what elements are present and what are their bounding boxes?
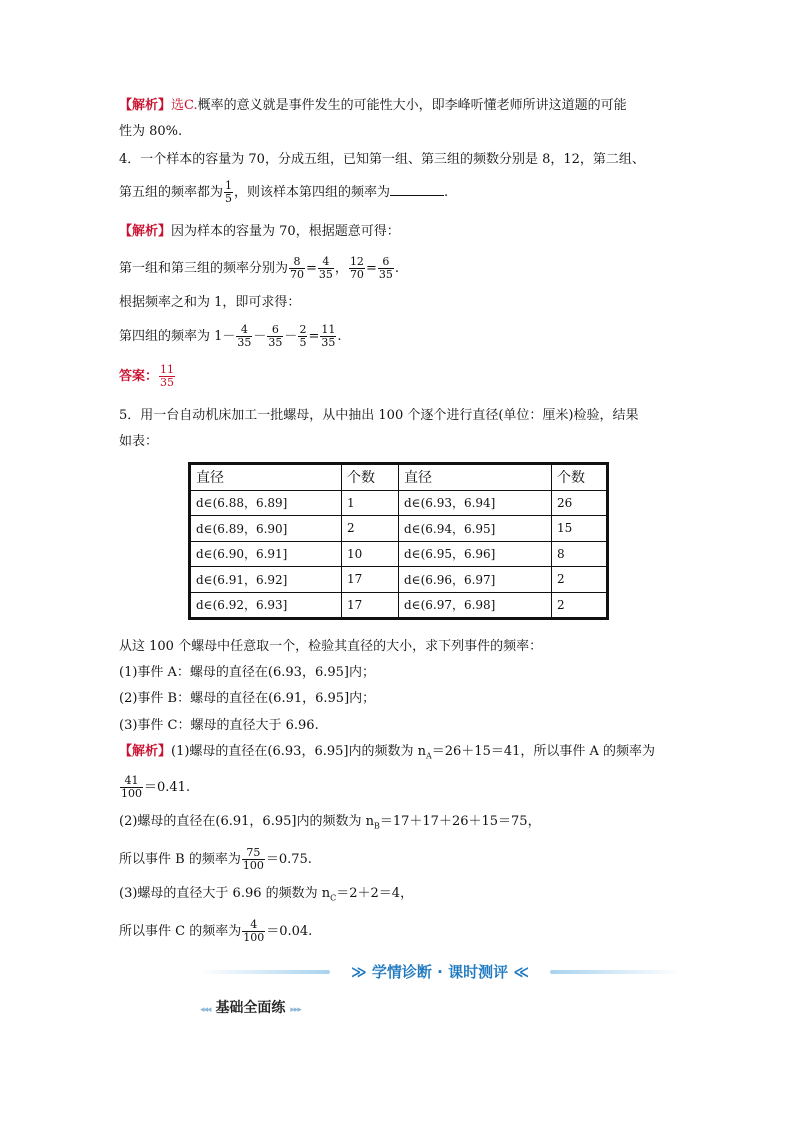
fraction: $\frac{2}{5}$ xyxy=(299,323,307,349)
decorative-arrows-icon: ▸▸▸ xyxy=(290,1005,301,1015)
q4-analysis-line1: 【解析】因为样本的容量为 70，根据题意可得： xyxy=(119,224,400,239)
table-header-cell: 直径 xyxy=(190,464,342,491)
banner-title: ≫ 学情诊断 · 课时测评 ≪ xyxy=(350,963,530,981)
q4-stem-line2: 第五组的频率都为 $\frac{1}{5}$ ，则该样本第四组的频率为 . xyxy=(119,179,449,205)
chevron-left-icon: ≪ xyxy=(513,963,530,981)
q5-question-3: (3)事件 C：螺母的直径大于 6.96. xyxy=(119,718,319,733)
table-header-cell: 直径 xyxy=(399,464,552,491)
table-header-row xyxy=(190,464,608,491)
q4-stem-line1: 4．一个样本的容量为 70，分成五组，已知第一组、第三组的频数分别是 8，12，第二组、 xyxy=(119,152,645,167)
fraction: $\frac{75}{100}$ xyxy=(242,846,264,872)
table-cell: 10 xyxy=(342,541,399,567)
table-cell: 17 xyxy=(342,592,399,619)
q3-analysis-line2: 性为 80%. xyxy=(119,124,183,139)
table-header-cell: 个数 xyxy=(552,464,608,491)
q5-solution-1-result: $\frac{41}{100}$ ＝0.41. xyxy=(121,774,191,800)
decorative-arrows-icon: ◂◂◂ xyxy=(200,1005,211,1015)
q4-analysis-line4: 第四组的频率为 1－ $\frac{4}{35}$ － $\frac{6}{35}$ － $\frac{2}{5}$ = $\frac{11}{35}$ . xyxy=(119,323,342,349)
banner-bar-left xyxy=(200,970,330,974)
q5-question-intro: 从这 100 个螺母中任意取一个，检验其直径的大小，求下列事件的频率： xyxy=(119,639,543,654)
table-cell: d∈(6.89，6.90] xyxy=(190,516,342,542)
table-cell: 2 xyxy=(342,516,399,542)
q5-stem-line2: 如表： xyxy=(119,434,159,449)
fraction: $\frac{6}{35}$ xyxy=(378,255,393,281)
fraction: $\frac{4}{35}$ xyxy=(318,255,333,281)
table-cell: d∈(6.93，6.94] xyxy=(399,490,552,516)
fraction: $\frac{12}{70}$ xyxy=(349,255,364,281)
table-cell: d∈(6.91，6.92] xyxy=(190,567,342,593)
fraction: $\frac{8}{70}$ xyxy=(290,255,305,281)
fraction: $\frac{4}{100}$ xyxy=(243,918,265,944)
q5-question-2: (2)事件 B：螺母的直径在(6.91，6.95]内； xyxy=(119,691,376,706)
table-cell: 8 xyxy=(552,541,608,567)
section-subheading: ◂◂◂ 基础全面练 ▸▸▸ xyxy=(200,1000,301,1016)
analysis-tag: 【解析】 xyxy=(119,744,172,759)
table-row xyxy=(190,541,608,567)
table-cell: d∈(6.95，6.96] xyxy=(399,541,552,567)
analysis-tag: 【解析】 xyxy=(119,224,172,239)
fraction: $\frac{11}{35}$ xyxy=(321,323,336,349)
table-cell: d∈(6.94，6.95] xyxy=(399,516,552,542)
q4-analysis-line3: 根据频率之和为 1，即可求得： xyxy=(119,295,301,310)
fraction: $\frac{41}{100}$ xyxy=(121,774,142,800)
answer-fraction: $\frac{11}{35}$ xyxy=(160,363,175,389)
q4-answer xyxy=(119,364,176,389)
section-banner xyxy=(200,962,680,982)
q4-analysis-line2: 第一组和第三组的频率分别为 $\frac{8}{70}$ = $\frac{4}{35}$ ， $\frac{12}{70}$ = $\frac{6}{35}$ . xyxy=(119,255,399,281)
table-row xyxy=(190,516,608,542)
q5-solution-2-result: 所以事件 B 的频率为 $\frac{75}{100}$ ＝0.75. xyxy=(119,846,312,872)
fraction: $\frac{6}{35}$ xyxy=(268,323,283,349)
fraction: $\frac{4}{35}$ xyxy=(237,323,252,349)
table-cell: 2 xyxy=(552,567,608,593)
q5-solution-3: (3)螺母的直径大于 6.96 的频数为 $n_C=2+2=4$， xyxy=(119,886,414,903)
table-cell: 2 xyxy=(552,592,608,619)
q5-stem-line1: 5．用一台自动机床加工一批螺母，从中抽出 100 个逐个进行直径(单位：厘米)检验，结果 xyxy=(119,408,639,423)
diameter-table xyxy=(188,462,609,620)
choice-answer: 选C. xyxy=(171,98,198,113)
table-row xyxy=(190,567,608,593)
q5-solution-3-result: 所以事件 C 的频率为 $\frac{4}{100}$ ＝0.04. xyxy=(119,918,313,944)
q5-solution-2: (2)螺母的直径在(6.91，6.95]内的频数为 $n_B=17+17+26+15=75$， xyxy=(119,814,541,831)
answer-blank xyxy=(390,181,444,196)
table-cell: d∈(6.96，6.97] xyxy=(399,567,552,593)
answer-label: 答案： xyxy=(119,369,159,384)
table-cell: 17 xyxy=(342,567,399,593)
table-row xyxy=(190,490,608,516)
table-cell: 15 xyxy=(552,516,608,542)
q5-solution-1: 【解析】(1)螺母的直径在(6.93，6.95]内的频数为 $n_A=26+15=41$，所以事件 A 的频率为 xyxy=(119,744,656,761)
table-cell: d∈(6.90，6.91] xyxy=(190,541,342,567)
chevron-right-icon: ≫ xyxy=(350,963,367,981)
q5-question-1: (1)事件 A：螺母的直径在(6.93，6.95]内； xyxy=(119,665,375,680)
table-cell: 1 xyxy=(342,490,399,516)
table-cell: d∈(6.92，6.93] xyxy=(190,592,342,619)
table-row xyxy=(190,592,608,619)
table-cell: d∈(6.97，6.98] xyxy=(399,592,552,619)
table-cell: d∈(6.88，6.89] xyxy=(190,490,342,516)
analysis-tag: 【解析】 xyxy=(119,98,172,113)
table-cell: 26 xyxy=(552,490,608,516)
table-header-cell: 个数 xyxy=(342,464,399,491)
banner-bar-right xyxy=(550,970,680,974)
q3-analysis-line1: 【解析】选C.概率的意义就是事件发生的可能性大小，即李峰听懂老师所讲这道题的可能 xyxy=(119,98,627,113)
fraction: $\frac{1}{5}$ xyxy=(225,179,233,205)
